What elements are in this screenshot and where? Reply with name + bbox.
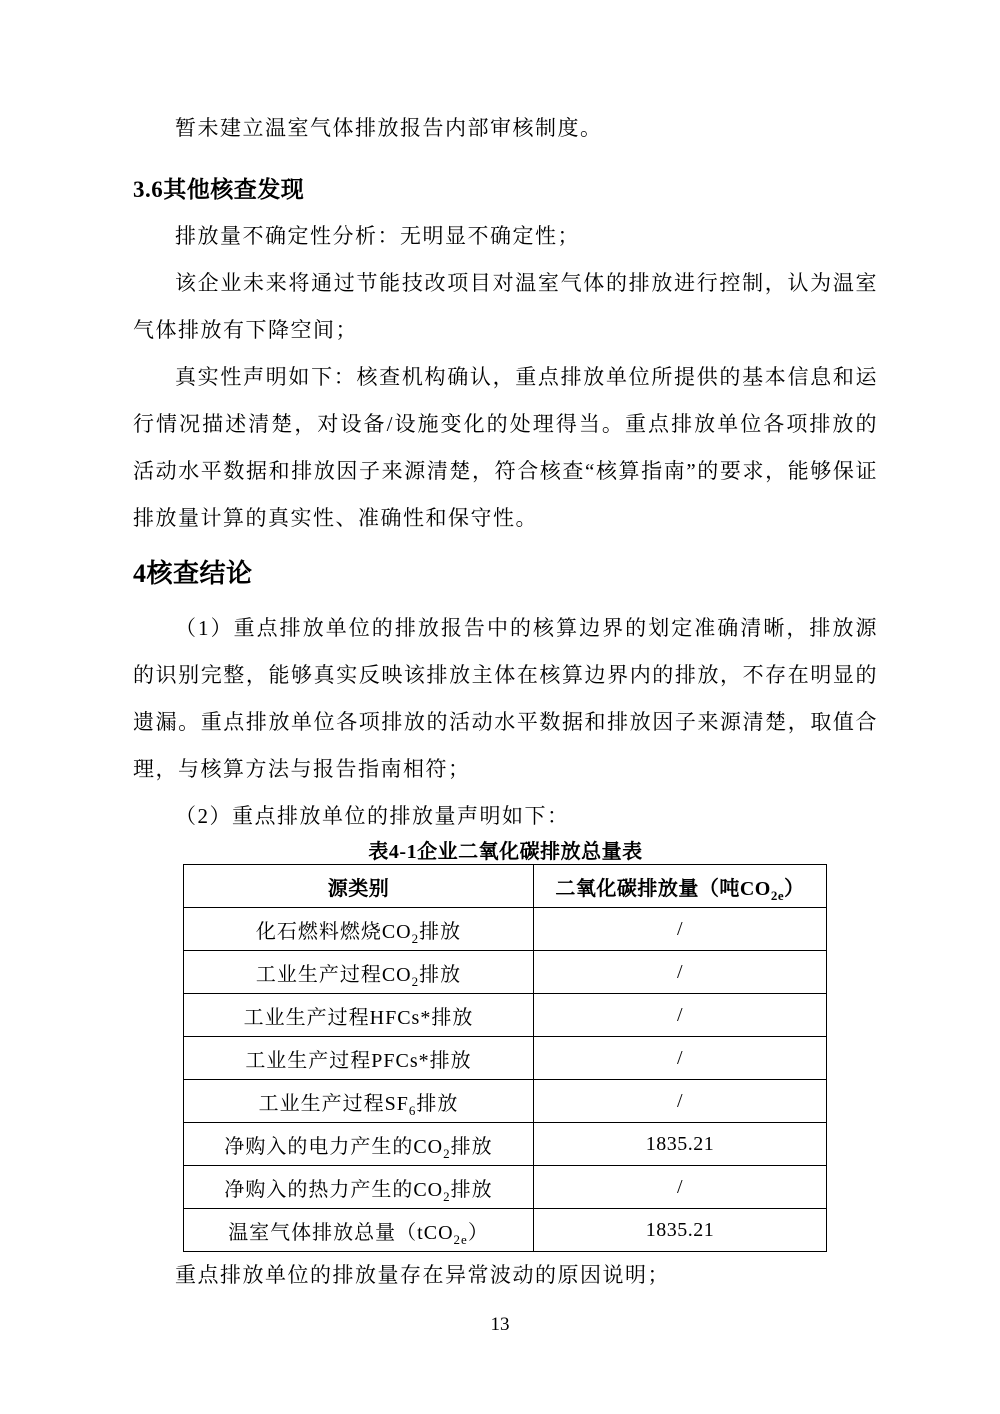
table-title: 表4-1企业二氧化碳排放总量表 bbox=[368, 841, 643, 863]
paragraph-internal-audit: 暂未建立温室气体排放报告内部审核制度。 bbox=[175, 116, 603, 140]
table-cell-value: 1835.21 bbox=[534, 1209, 827, 1252]
section-heading-other-findings: 3.6其他核查发现 bbox=[133, 177, 305, 202]
table-cell-value: 1835.21 bbox=[534, 1123, 827, 1166]
table-cell-label: 温室气体排放总量（tCO$_{2e}$） bbox=[184, 1209, 534, 1252]
table-cell-value: / bbox=[534, 1080, 827, 1123]
table-cell-value: / bbox=[534, 1037, 827, 1080]
table-cell-label: 净购入的电力产生的$CO_2$排放 bbox=[184, 1123, 534, 1166]
paragraph-authenticity-statement: 真实性声明如下：核查机构确认，重点排放单位所提供的基本信息和运行情况描述清楚，对设备/设施变化的处理得当。重点排放单位各项排放的活动水平数据和排放因子来源清楚，符合核查“核算指南”的要求，能够保证排放量计算的真实性、准确性和保守性。 bbox=[133, 365, 878, 530]
table-row bbox=[184, 908, 827, 951]
table-cell-label: 工业生产过程HFCs*排放 bbox=[184, 994, 534, 1037]
table-row bbox=[184, 951, 827, 994]
page-number: 13 bbox=[490, 1314, 510, 1335]
page-content bbox=[133, 105, 878, 1299]
table-row bbox=[184, 1123, 827, 1166]
table-cell-value: / bbox=[534, 951, 827, 994]
section-heading-conclusion: 4核查结论 bbox=[133, 559, 253, 588]
table-cell-value: / bbox=[534, 908, 827, 951]
table-row bbox=[184, 994, 827, 1037]
table-row bbox=[184, 1037, 827, 1080]
table-header-source-category: 源类别 bbox=[184, 865, 534, 908]
table-cell-label: 化石燃料燃烧$CO_2$排放 bbox=[184, 908, 534, 951]
table-row bbox=[184, 1080, 827, 1123]
table-cell-value: / bbox=[534, 1166, 827, 1209]
paragraph-conclusion-2: （2）重点排放单位的排放量声明如下： bbox=[175, 804, 570, 828]
table-cell-label: 工业生产过程$CO_2$排放 bbox=[184, 951, 534, 994]
table-header-row bbox=[184, 865, 827, 908]
emissions-table bbox=[183, 864, 827, 1252]
table-row bbox=[184, 1209, 827, 1252]
paragraph-uncertainty: 排放量不确定性分析：无明显不确定性； bbox=[175, 224, 580, 248]
paragraph-fluctuation-note: 重点排放单位的排放量存在异常波动的原因说明； bbox=[175, 1263, 670, 1287]
table-header-emission-amount: 二氧化碳排放量（吨$CO_{2e}$） bbox=[534, 865, 827, 908]
table-row bbox=[184, 1166, 827, 1209]
table-cell-label: 净购入的热力产生的$CO_2$排放 bbox=[184, 1166, 534, 1209]
table-cell-label: 工业生产过程$SF_6$排放 bbox=[184, 1080, 534, 1123]
paragraph-future-control: 该企业未来将通过节能技改项目对温室气体的排放进行控制，认为温室气体排放有下降空间； bbox=[133, 271, 878, 342]
paragraph-conclusion-1: （1）重点排放单位的排放报告中的核算边界的划定准确清晰，排放源的识别完整，能够真实反映该排放主体在核算边界内的排放，不存在明显的遗漏。重点排放单位各项排放的活动水平数据和排放因子来源清楚，取值合理，与核算方法与报告指南相符； bbox=[133, 616, 878, 781]
table-cell-label: 工业生产过程PFCs*排放 bbox=[184, 1037, 534, 1080]
table-cell-value: / bbox=[534, 994, 827, 1037]
